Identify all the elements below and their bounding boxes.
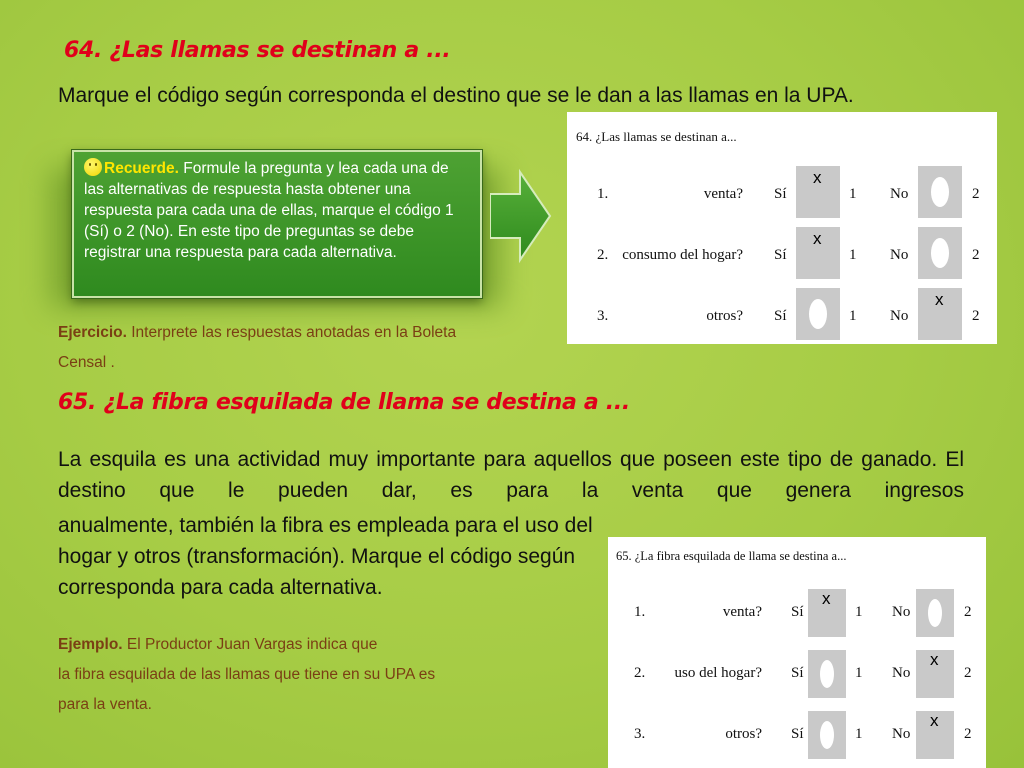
row-number: 2. bbox=[597, 247, 609, 263]
checkbox-oval-icon bbox=[931, 238, 949, 268]
example-note bbox=[58, 630, 578, 720]
yes-code: 1 bbox=[849, 308, 857, 324]
exercise-note bbox=[58, 318, 498, 378]
yes-answer-box bbox=[796, 227, 840, 279]
exercise-label: Ejercicio. bbox=[58, 324, 127, 341]
no-label: No bbox=[892, 604, 911, 620]
question-64-title: 64. ¿Las llamas se destinan a ... bbox=[64, 38, 451, 63]
yes-code: 1 bbox=[855, 726, 863, 742]
right-arrow-icon bbox=[490, 168, 552, 264]
no-label: No bbox=[892, 726, 911, 742]
no-code: 2 bbox=[972, 247, 980, 263]
no-code: 2 bbox=[964, 665, 972, 681]
no-label: No bbox=[890, 308, 909, 324]
no-answer-box bbox=[918, 166, 962, 218]
row-label: consumo del hogar? bbox=[622, 247, 743, 263]
example-line-3: para la venta. bbox=[58, 696, 152, 713]
checkbox-oval-icon bbox=[820, 660, 834, 688]
row-number: 1. bbox=[597, 186, 609, 202]
no-code: 2 bbox=[972, 186, 980, 202]
example-label: Ejemplo. bbox=[58, 636, 123, 653]
census-form-64 bbox=[567, 112, 997, 344]
x-mark: x bbox=[935, 290, 944, 309]
no-code: 2 bbox=[964, 604, 972, 620]
row-number: 3. bbox=[597, 308, 609, 324]
question-65-instruction-part1: La esquila es una actividad muy importante para aquellos que poseen este tipo de ganado. El destino que le pueden dar, es para la venta que genera ingresos bbox=[58, 448, 964, 502]
yes-label: Sí bbox=[774, 308, 787, 324]
x-mark: x bbox=[813, 168, 822, 187]
yes-code: 1 bbox=[855, 604, 863, 620]
reminder-text: Formule la pregunta y lea cada una de las alternativas de respuesta hasta obtener una respuesta para cada una de ellas, marque el código 1 (Sí) o 2 (No). En este tipo de preguntas se debe registrar una respuesta para cada alternativa. bbox=[84, 160, 454, 261]
reminder-box bbox=[72, 150, 482, 298]
x-mark: x bbox=[930, 650, 939, 669]
form-title: 65. ¿La fibra esquilada de llama se destina a... bbox=[616, 549, 847, 563]
no-code: 2 bbox=[972, 308, 980, 324]
row-label: venta? bbox=[703, 186, 743, 202]
no-answer-box bbox=[916, 589, 954, 637]
no-answer-box bbox=[918, 227, 962, 279]
yes-code: 1 bbox=[849, 247, 857, 263]
form-title: 64. ¿Las llamas se destinan a... bbox=[576, 129, 737, 144]
example-line-2: la fibra esquilada de las llamas que tiene en su UPA es bbox=[58, 666, 436, 683]
no-answer-box bbox=[916, 650, 954, 698]
yes-code: 1 bbox=[855, 665, 863, 681]
x-mark: x bbox=[822, 589, 831, 608]
x-mark: x bbox=[813, 229, 822, 248]
question-64-instruction: Marque el código según corresponda el destino que se le dan a las llamas en la UPA. bbox=[58, 84, 854, 107]
row-label: otros? bbox=[706, 308, 743, 324]
row-number: 2. bbox=[634, 665, 646, 681]
row-label: otros? bbox=[725, 726, 762, 742]
x-mark: x bbox=[930, 711, 939, 730]
no-code: 2 bbox=[964, 726, 972, 742]
yes-answer-box bbox=[796, 166, 840, 218]
example-line-1: El Productor Juan Vargas indica que bbox=[122, 636, 378, 653]
yes-answer-box bbox=[808, 711, 846, 759]
yes-label: Sí bbox=[791, 604, 804, 620]
checkbox-oval-icon bbox=[931, 177, 949, 207]
row-number: 3. bbox=[634, 726, 646, 742]
yes-answer-box bbox=[808, 650, 846, 698]
row-number: 1. bbox=[634, 604, 646, 620]
yes-label: Sí bbox=[791, 665, 804, 681]
yes-label: Sí bbox=[791, 726, 804, 742]
yes-label: Sí bbox=[774, 186, 787, 202]
yes-answer-box bbox=[808, 589, 846, 637]
checkbox-oval-icon bbox=[809, 299, 827, 329]
yes-answer-box bbox=[796, 288, 840, 340]
yes-label: Sí bbox=[774, 247, 787, 263]
exercise-text: Interprete las respuestas anotadas en la Boleta Censal . bbox=[58, 324, 457, 371]
no-label: No bbox=[890, 247, 909, 263]
checkbox-oval-icon bbox=[820, 721, 834, 749]
reminder-label: Recuerde. bbox=[104, 160, 179, 177]
checkbox-oval-icon bbox=[928, 599, 942, 627]
yes-code: 1 bbox=[849, 186, 857, 202]
row-label: venta? bbox=[722, 604, 762, 620]
row-label: uso del hogar? bbox=[674, 665, 762, 681]
question-65-instruction-part2: anualmente, también la fibra es empleada para el uso del hogar y otros (transformación). Marque el código según corresponda para cada alternativa. bbox=[58, 514, 593, 599]
question-65-title: 65. ¿La fibra esquilada de llama se destina a ... bbox=[58, 390, 630, 415]
census-form-65 bbox=[608, 537, 986, 768]
no-answer-box bbox=[916, 711, 954, 759]
no-label: No bbox=[892, 665, 911, 681]
no-answer-box bbox=[918, 288, 962, 340]
no-label: No bbox=[890, 186, 909, 202]
smiley-icon bbox=[84, 158, 102, 176]
